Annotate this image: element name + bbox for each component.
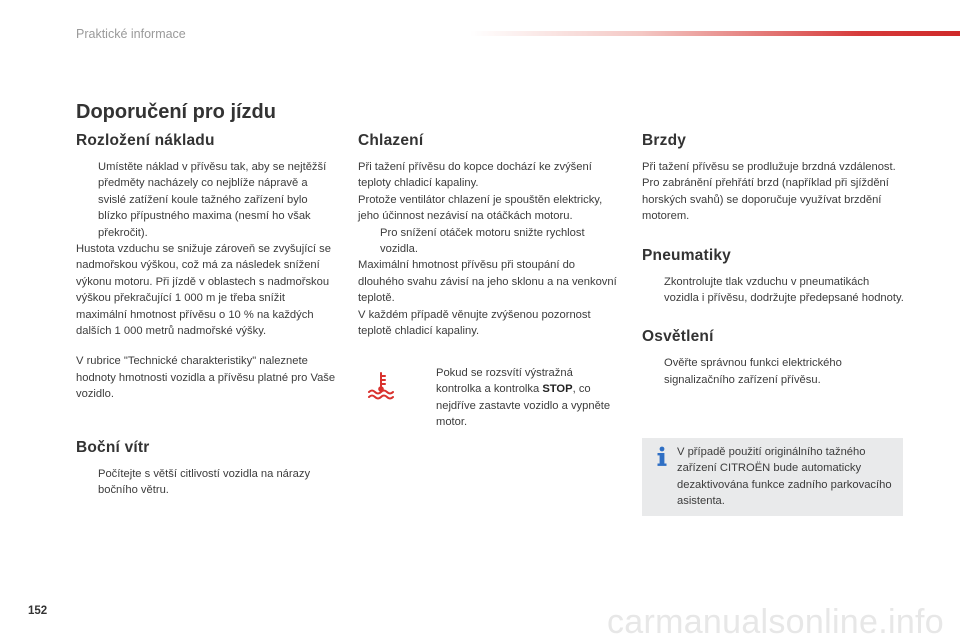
bullet-item [642, 274, 904, 307]
header-accent-bar [470, 31, 960, 36]
paragraph: V každém případě věnujte zvýšenou pozornost teplotě chladicí kapaliny. [358, 308, 591, 338]
heading-brakes: Brzdy [642, 132, 687, 149]
bullet-item [76, 159, 338, 241]
paragraph: Hustota vzduchu se snižuje zároveň se zvyšující se nadmořskou výškou, což má za následek snížení výkonu motoru. Při jízdě v oblastech s nadmořskou výškou překračující 1 000 m je třeba snížit maximální hmotnost přívěsu o 10 % na každých dalších 1 000 metrů nadmořské výšky. [76, 243, 331, 338]
column-right [642, 132, 904, 388]
bullet-item [642, 355, 904, 388]
bullet-text: Počítejte s větší citlivostí vozidla na nárazy bočního větru. [98, 467, 311, 497]
warning-note [358, 360, 620, 440]
bullet-text: Umístěte náklad v přívěsu tak, aby se nejtěžší předměty nacházely co nejblíže nápravě a svislé zatížení koule tažného zařízení bylo blízko přípustného maxima (nesmí ho však překročit). [98, 161, 327, 239]
heading-side-wind: Boční vítr [76, 438, 150, 456]
heading-lighting: Osvětlení [642, 328, 714, 346]
page-title: Doporučení pro jízdu [76, 101, 276, 123]
heading-tyres: Pneumatiky [642, 246, 732, 264]
info-icon [650, 444, 674, 468]
warning-text: Pokud se rozsvítí výstražná kontrolka a kontrolka STOP, co nejdříve zastavte vozidlo a vypněte motor. [436, 367, 611, 429]
coolant-temperature-icon [366, 370, 396, 400]
bullet-item [76, 466, 338, 499]
bullet-text: Pro snížení otáček motoru snižte rychlost vozidla. [380, 226, 585, 256]
stop-label: STOP [542, 383, 573, 396]
heading-load-distribution: Rozložení nákladu [76, 132, 215, 149]
paragraph: Při tažení přívěsu se prodlužuje brzdná vzdálenost. [642, 161, 896, 173]
paragraph: V rubrice "Technické charakteristiky" naleznete hodnoty hmotnosti vozidla a přívěsu platné pro Vaše vozidlo. [76, 355, 336, 401]
paragraph: Pro zabránění přehřátí brzd (například při sjíždění horských svahů) se doporučuje využívat brzdění motorem. [642, 177, 889, 223]
heading-cooling: Chlazení [358, 132, 424, 149]
bullet-text: Ověřte správnou funkci elektrického signalizačního zařízení přívěsu. [664, 357, 842, 386]
bullet-item [358, 225, 620, 258]
paragraph: Protože ventilátor chlazení je spouštěn elektricky, jeho účinnost nezávisí na otáčkách motoru. [358, 193, 603, 223]
info-note [642, 438, 903, 516]
page-number: 152 [28, 605, 48, 617]
bullet-text: Zkontrolujte tlak vzduchu v pneumatikách vozidla i přívěsu, dodržujte předepsané hodnoty. [664, 275, 904, 305]
paragraph: Při tažení přívěsu do kopce dochází ke zvýšení teploty chladicí kapaliny. [358, 161, 592, 190]
info-text: V případě použití originálního tažného zařízení CITROËN bude automaticky dezaktivována funkce zadního parkovacího asistenta. [677, 446, 892, 508]
watermark: carmanualsonline.info [606, 603, 944, 641]
column-middle [358, 132, 620, 339]
paragraph: Maximální hmotnost přívěsu při stoupání do dlouhého svahu závisí na jeho sklonu a na venkovní teplotě. [358, 259, 617, 305]
header-section-label: Praktické informace [76, 27, 186, 41]
column-left [76, 132, 338, 499]
